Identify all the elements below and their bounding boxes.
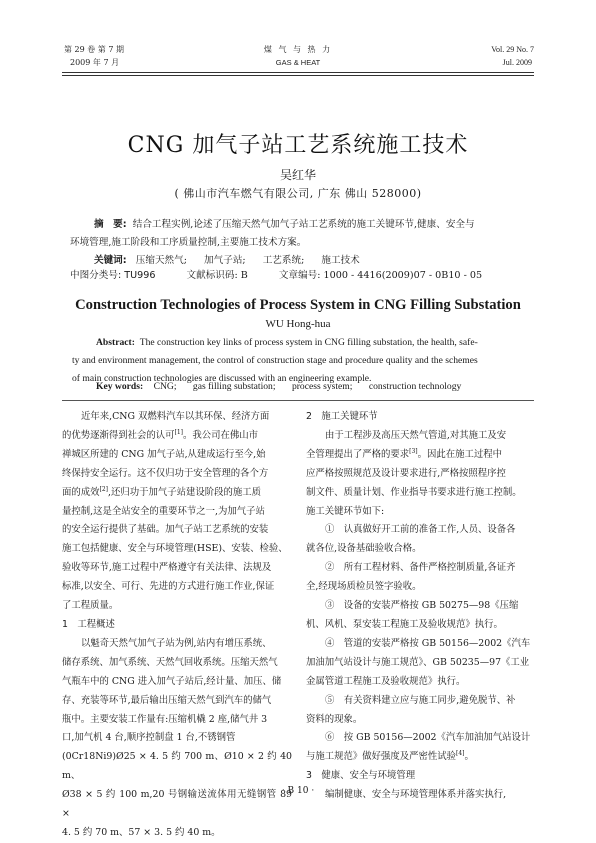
paragraph-line: 以魁奇天然气加气子站为例,站内有增压系统、 <box>81 637 272 649</box>
paragraph-line: 验收等环节,施工过程中严格遵守有关法律、法规及 <box>62 562 272 574</box>
paragraph-line: 应严格按照规范及设计要求进行,严格按照程序控 <box>306 467 506 479</box>
citation: [3] <box>409 447 418 455</box>
paragraph-line: 瓶中。主要安装工作量有:压缩机橇 2 座,储气井 3 <box>62 713 268 725</box>
list-item: ⑤ 有关资料建立应与施工同步,避免脱节、补 <box>325 694 516 706</box>
keyword-en: CNG; <box>153 381 177 392</box>
paragraph-line: 禅城区所建的 CNG 加气子站,从建成运行至今,始 <box>62 448 266 460</box>
document-code: 文献标识码: B <box>186 270 248 281</box>
paragraph-line: 施工包括健康、安全与环境管理(HSE)、安装、检验、 <box>62 543 288 555</box>
abstract-cn-line1: 结合工程实例,论述了压缩天然气加气子站工艺系统的施工关键环节,健康、安全与 <box>132 219 475 230</box>
abstract-cn-label: 摘 要: <box>94 219 127 230</box>
paragraph-line: 近年来,CNG 双燃料汽车以其环保、经济方面 <box>81 411 270 422</box>
keyword-en: construction technology <box>368 381 462 392</box>
paragraph-line: Ø38 × 5 约 100 m,20 号钢输送流体用无缝钢管 89 × <box>62 789 292 820</box>
header-journal-cn: 煤 气 与 热 力 <box>263 45 333 54</box>
abstract-en-line2: ty and environment management, the control of construction stage and procedure quality and the schemes <box>72 355 478 366</box>
list-item: ④ 管道的安装严格按 GB 50156—2002《汽车 <box>325 637 531 649</box>
abstract-cn-line2: 环境管理,施工阶段和工序质量控制,主要施工技术方案。 <box>70 237 307 248</box>
paragraph-line: 4. 5 约 70 m、57 × 3. 5 约 40 m。 <box>62 826 221 838</box>
header-volume-en: Vol. 29 No. 7 <box>491 45 534 54</box>
header-rule <box>62 72 534 73</box>
abstract-en <box>72 334 528 388</box>
paragraph-line: 终保持安全运行。这不仅归功于安全管理的各个方 <box>62 467 269 479</box>
list-item: ⑥ 按 GB 50156—2002《汽车加油加气站设计 <box>325 732 531 744</box>
header-date-en: Jul. 2009 <box>502 58 532 67</box>
header-rule-thin <box>62 75 534 76</box>
clc-number: 中图分类号: TU996 <box>70 270 156 281</box>
paper-title: CNG 加气子站工艺系统施工技术 <box>127 133 469 158</box>
paragraph-line: 标准,以安全、可行、先进的方式进行施工作业,保证 <box>62 581 275 593</box>
author-en: WU Hong-hua <box>265 318 331 330</box>
section-heading-1: 1 工程概述 <box>62 618 115 630</box>
classification-line <box>70 267 530 281</box>
abstract-rule <box>62 400 534 401</box>
paragraph-line: 气瓶车中的 CNG 进入加气子站后,经计量、加压、储 <box>62 675 282 687</box>
keyword-cn: 加气子站; <box>204 255 246 266</box>
paragraph-line: 的优势逐渐得到社会的认可[1]。我公司在佛山市 <box>62 428 259 441</box>
citation: [1] <box>174 428 184 436</box>
paragraph-line: 施工关键环节如下: <box>306 505 385 517</box>
list-item: 与施工规范》做好强度及严密性试验[4]。 <box>306 750 474 763</box>
paragraph-line: 量控制,这是全站安全的重要环节之一,为加气子站 <box>62 505 265 517</box>
keywords-en-label: Key words: <box>96 381 144 392</box>
list-item: 全,经现场质检员签字验收。 <box>306 581 422 593</box>
paragraph-line: 储存系统、加气系统、天然气回收系统。压缩天然气 <box>62 656 278 668</box>
paragraph-line: 由于工程涉及高压天然气管道,对其施工及安 <box>325 429 507 441</box>
list-item: 机、风机、泵安装工程施工及验收规范》执行。 <box>306 618 503 630</box>
left-column <box>62 408 292 843</box>
list-item: ① 认真做好开工前的准备工作,人员、设备各 <box>325 524 516 536</box>
paragraph-line: 编制健康、安全与环境管理体系并落实执行, <box>325 789 507 801</box>
paragraph-line: 面的成效[2],还归功于加气子站建设阶段的施工质 <box>62 485 261 498</box>
section-heading-3: 3 健康、安全与环境管理 <box>306 770 416 782</box>
paragraph-line: 存、充装等环节,最后输出压缩天然气到汽车的储气 <box>62 694 272 706</box>
list-item: 加油加气站设计与施工规范》、GB 50235—97《工业 <box>306 656 530 668</box>
list-item: 金属管道工程施工及验收规范》执行。 <box>306 675 466 687</box>
paragraph-line: 口,加气机 4 台,顺序控制盘 1 台,不锈钢管 <box>62 732 236 744</box>
abstract-en-label: Abstract: <box>96 337 135 348</box>
affiliation: ( 佛山市汽车燃气有限公司, 广东 佛山 528000) <box>174 187 422 200</box>
keywords-cn-label: 关键词: <box>94 255 127 266</box>
header-volume: 第 29 卷 第 7 期 <box>64 45 124 54</box>
right-column <box>306 408 536 805</box>
paragraph-line: 全管理提出了严格的要求[3]。因此在施工过程中 <box>306 447 503 460</box>
keyword-cn: 施工技术 <box>321 255 360 266</box>
abstract-en-line3: of main construction technologies are discussed with an engineering example. <box>72 373 372 384</box>
keyword-en: process system; <box>291 381 353 392</box>
paragraph-line: (0Cr18Ni9)Ø25 × 4. 5 约 700 m、Ø10 × 2 约 40 m、 <box>62 751 292 782</box>
author: 吴红华 <box>279 168 316 182</box>
paper-title-en: Construction Technologies of Process System in CNG Filling Substation <box>75 297 521 313</box>
keywords-en <box>96 381 536 392</box>
citation: [2] <box>99 485 109 493</box>
section-heading-2: 2 施工关键环节 <box>306 411 378 422</box>
paragraph-line: 了工程质量。 <box>62 600 119 612</box>
list-item: 就各位,设备基础验收合格。 <box>306 543 422 555</box>
paragraph-line: 的安全运行提供了基础。加气子站工艺系统的安装 <box>62 524 269 536</box>
paragraph-line: 制文件、质量计划、作业指导书要求进行施工控制。 <box>306 486 522 498</box>
header-journal-en: GAS & HEAT <box>275 58 321 67</box>
page-number: · B 10 · <box>281 786 315 796</box>
list-item: ③ 设备的安装严格按 GB 50275—98《压缩 <box>325 600 519 612</box>
article-number: 文章编号: 1000 - 4416(2009)07 - 0B10 - 05 <box>278 270 483 281</box>
keyword-cn: 工艺系统; <box>262 255 305 266</box>
citation: [4] <box>456 750 465 758</box>
abstract-en-line1: The construction key links of process system in CNG filling substation, the health, safe- <box>139 337 478 348</box>
keyword-en: gas filling substation; <box>192 381 276 392</box>
list-item: ② 所有工程材料、备件严格控制质量,各证齐 <box>325 562 516 574</box>
header-date: 2009 年 7 月 <box>70 58 120 67</box>
keyword-cn: 压缩天然气; <box>135 255 187 266</box>
list-item: 资料的现象。 <box>306 713 363 725</box>
abstract-cn <box>70 216 530 270</box>
